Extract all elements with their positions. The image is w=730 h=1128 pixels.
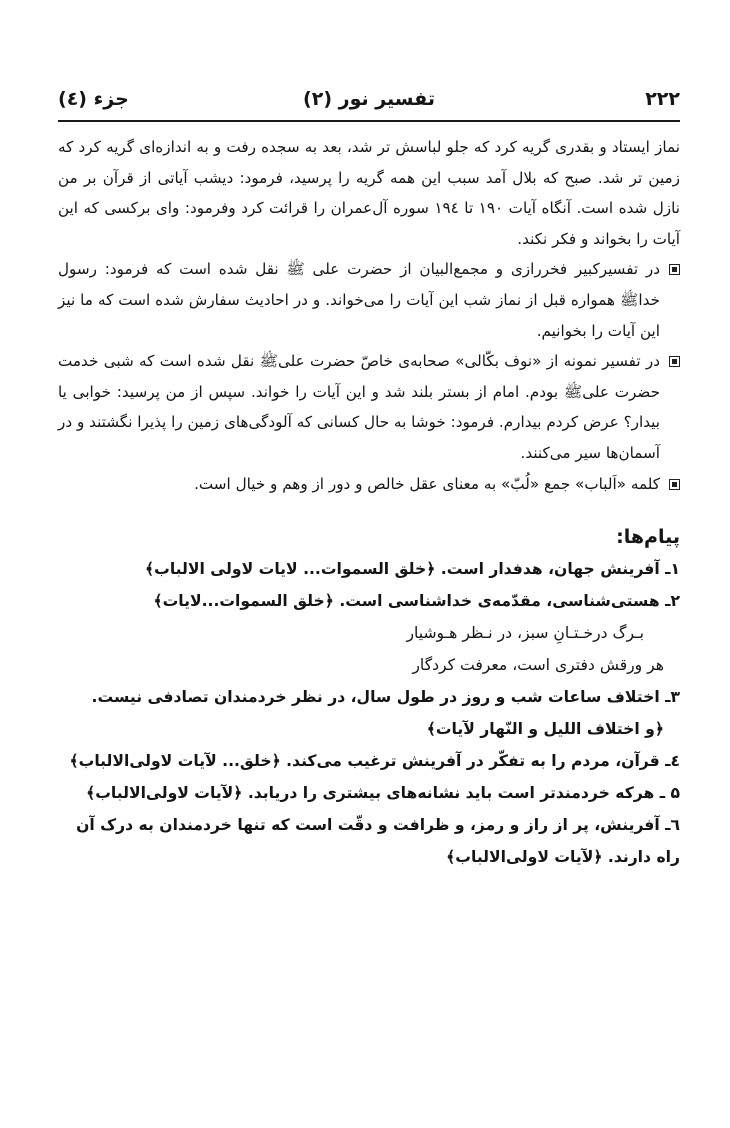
paragraph-albab <box>58 469 680 500</box>
commentary-body <box>58 132 680 499</box>
message-item: ۵ ـ هرکه خردمندتر است باید نشانه‌های بیشتری را دریابد. ﴿لآیات لاولی‌الالباب﴾ <box>86 784 680 803</box>
message-item: ٦ـ آفرینش، پر از راز و رمز، و ظرافت و دقّت است که تنها خردمندان به درک آن راه دارند. ﴿لآیات لاولی‌الالباب﴾ <box>76 816 680 867</box>
square-bullet-icon <box>669 356 680 367</box>
page-number: ۲۲۲ <box>645 88 680 110</box>
paragraph-text: در تفسیرکبیر فخررازی و مجمع‌البیان از حضرت علی ﷺ نقل شده است که فرمود: رسول خداﷺ همواره قبل از نماز شب این آیات را می‌خواند. و در احادیث سفارش شده است که ما نیز این آیات را بخوانیم. <box>58 260 660 340</box>
page-header <box>58 82 680 122</box>
message-item: ۱ـ آفرینش جهان، هدفدار است. ﴿خلق السموات... لایات لاولی الالباب﴾ <box>145 560 680 579</box>
message-item: ۳ـ اختلاف ساعات شب و روز در طول سال، در نظر خردمندان تصادفی نیست. <box>91 688 680 707</box>
message-item: ۲ـ هستی‌شناسی، مقدّمه‌ی خداشناسی است. ﴿خلق السموات...لایات﴾ <box>153 592 680 611</box>
book-page <box>58 82 680 1082</box>
messages-title: پیام‌ها: <box>616 526 680 549</box>
square-bullet-icon <box>669 264 680 275</box>
paragraph-fakhr-razi <box>58 254 680 346</box>
message-quote: ﴿و اختلاف اللیل و النّهار لآیات﴾ <box>426 720 664 739</box>
book-title: تفسیر نور (۲) <box>303 88 435 110</box>
messages-section <box>58 521 680 873</box>
part-label: جزء (٤) <box>58 88 129 110</box>
paragraph-continuation: نماز ایستاد و بقدری گریه کرد که جلو لباسش تر شد، بعد به سجده رفت و به اندازه‌ای گریه کرد که زمین تر شد. صبح که بلال آمد سبب این همه گریه را پرسید، فرمود: دیشب آیاتی از قرآن بر من نازل شده است. آنگاه آیات ۱۹۰ تا ۱۹٤ سوره آل‌عمران را قرائت کرد وفرمود: وای برکسی که این آیات را بخواند و فکر نکند. <box>58 138 680 248</box>
square-bullet-icon <box>669 479 680 490</box>
poem-line: هر ورقش دفتری است، معرفت کردگار <box>412 656 664 675</box>
message-item: ٤ـ قرآن، مردم را به تفکّر در آفرینش ترغیب می‌کند. ﴿خلق... لآیات لاولی‌الالباب﴾ <box>69 752 680 771</box>
poem-line: بـرگ درخـتـانِ سبز، در نـظر هـوشیار <box>406 624 644 643</box>
paragraph-text: کلمه «اَلباب» جمع «لُبّ» به معنای عقل خالص و دور از وهم و خیال است. <box>194 474 660 493</box>
paragraph-text: در تفسیر نمونه از «نوف بکّالی» صحابه‌ی خاصّ حضرت علیﷺ نقل شده است که شبی خدمت حضرت علیﷺ بودم. امام از بستر بلند شد و این آیات را خواند. سپس از من پرسید: خوابی یا بیدار؟ عرض کردم بیدارم. فرمود: خوشا به حال کسانی که آلودگی‌های زمین را پذیرا نگشتند و در آسمان‌ها سیر می‌کنند. <box>58 352 660 462</box>
paragraph-nouf-bakkali <box>58 346 680 468</box>
